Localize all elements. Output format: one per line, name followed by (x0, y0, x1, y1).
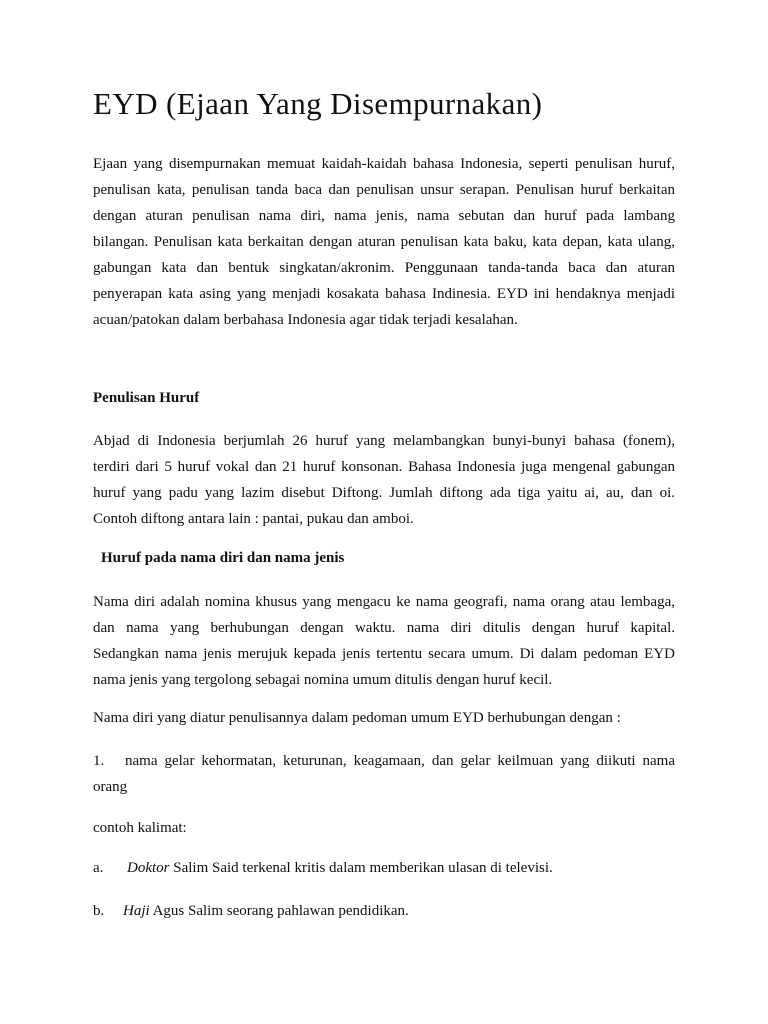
example-italic: Haji (123, 903, 150, 919)
rules-intro: Nama diri yang diatur penulisannya dalam pedoman umum EYD berhubungan dengan : (93, 710, 621, 726)
section1-line: Contoh diftong antara lain : pantai, pukau dan amboi. (93, 511, 414, 527)
example-a (93, 860, 553, 877)
intro-paragraph (93, 151, 675, 333)
section1-paragraph (93, 428, 675, 532)
list-item-text: nama gelar kehormatan, keturunan, keagamaan, dan gelar keilmuan yang diikuti nama (125, 753, 675, 769)
section1-line: Abjad di Indonesia berjumlah 26 huruf yang melambangkan bunyi-bunyi bahasa (fonem), (93, 433, 675, 449)
section2-paragraph (93, 589, 675, 693)
section-heading-penulisan-huruf: Penulisan Huruf (93, 390, 200, 406)
example-b (93, 903, 409, 920)
example-text: Salim Said terkenal kritis dalam memberikan ulasan di televisi. (169, 860, 553, 876)
example-label: contoh kalimat: (93, 820, 187, 836)
section2-line: Sedangkan nama jenis merujuk kepada jenis tertentu secara umum. Di dalam pedoman EYD (93, 646, 675, 662)
intro-line: acuan/patokan dalam berbahasa Indonesia agar tidak terjadi kesalahan. (93, 312, 518, 328)
example-marker: a. (93, 860, 104, 876)
list-item-continuation: orang (93, 779, 128, 795)
intro-line: gabungan kata dan bentuk singkatan/akronim. Penggunaan tanda-tanda baca dan aturan (93, 260, 675, 276)
intro-line: penyerapan kata asing yang menjadi kosakata bahasa Indinesia. EYD ini hendaknya menjadi (93, 286, 675, 302)
intro-line: bilangan. Penulisan kata berkaitan dengan aturan penulisan kata baku, kata depan, kata ulang, (93, 234, 675, 250)
section1-line: terdiri dari 5 huruf vokal dan 21 huruf konsonan. Bahasa Indonesia juga mengenal gabungan (93, 459, 675, 475)
document-title: EYD (Ejaan Yang Disempurnakan) (93, 86, 543, 121)
section2-line: dan nama yang berhubungan dengan waktu. nama diri ditulis dengan huruf kapital. (93, 620, 675, 636)
section-heading-nama-diri: Huruf pada nama diri dan nama jenis (101, 550, 345, 566)
section2-line: nama jenis yang tergolong sebagai nomina umum ditulis dengan huruf kecil. (93, 672, 553, 688)
intro-line: dengan aturan penulisan nama diri, nama jenis, nama sebutan dan huruf pada lambang (93, 208, 675, 224)
intro-line: Ejaan yang disempurnakan memuat kaidah-kaidah bahasa Indonesia, seperti penulisan huruf, (93, 156, 675, 172)
section2-line: Nama diri adalah nomina khusus yang mengacu ke nama geografi, nama orang atau lembaga, (93, 594, 675, 610)
list-item-number: 1. (93, 753, 105, 769)
example-italic: Doktor (127, 860, 170, 876)
example-marker: b. (93, 903, 105, 919)
list-item (93, 748, 675, 800)
intro-line: penulisan kata, penulisan tanda baca dan penulisan unsur serapan. Penulisan huruf berkaitan (93, 182, 675, 198)
example-text: Agus Salim seorang pahlawan pendidikan. (149, 903, 409, 919)
section1-line: huruf yang padu yang lazim disebut Diftong. Jumlah diftong ada tiga yaitu ai, au, dan oi. (93, 485, 675, 501)
